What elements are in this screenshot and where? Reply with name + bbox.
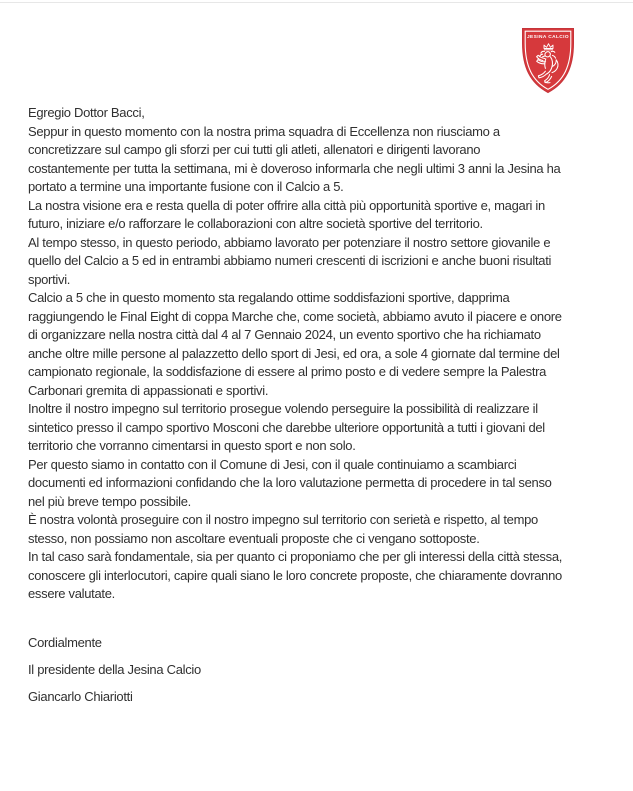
club-crest-svg [521, 27, 575, 94]
club-crest [521, 27, 575, 94]
letter-paragraph: Inoltre il nostro impegno sul territorio prosegue volendo perseguire la possibilità di realizzare il sintetico presso il campo sportivo Mosconi che darebbe ulteriore opportunità a tutti i giovani del territorio che vorranno cimentarsi in questo sport e non solo. [28, 401, 545, 453]
letter-paragraph: È nostra volontà proseguire con il nostro impegno sul territorio con serietà e rispetto, al tempo stesso, non possiamo non ascoltare eventuali proposte che ci vengano sottoposte. [28, 512, 538, 546]
signature-role: Il presidente della Jesina Calcio [28, 661, 201, 677]
letter-paragraph: Per questo siamo in contatto con il Comune di Jesi, con il quale continuiamo a scambiarci documenti ed informazioni confidando che la loro valutazione permetta di procedere in tal senso nel più breve tempo possibile. [28, 456, 552, 509]
letter-paragraph: Calcio a 5 che in questo momento sta regalando ottime soddisfazioni sportive, dapprima raggiungendo le Final Eight di coppa Marche che, come società, abbiamo avuto il piacere e onore di organizzare nella nostra città dal 4 al 7 Gennaio 2024, un evento sportivo che ha richiamato anche oltre mille persone al palazzetto dello sport di Jesi, ed ora, a sole 4 giornate dal termine del campionato regionale, la soddisfazione di essere al primo posto e di vedere sempre la Palestra Carbonari gremita di appassionati e sportivi. [28, 290, 562, 398]
crest-club-name: JESINA CALCIO [526, 35, 570, 40]
letter-paragraph: Seppur in questo momento con la nostra prima squadra di Eccellenza non riusciamo a concretizzare sul campo gli sforzi per cui tutti gli atleti, allenatori e dirigenti lavorano costantemente per tutta la settimana, mi è doveroso informarla che negli ultimi 3 anni la Jesina ha portato a termine una importante fusione con il Calcio a 5. [28, 123, 561, 194]
letter-paragraph: In tal caso sarà fondamentale, sia per quanto ci proponiamo che per gli interessi della città stessa, conoscere gli interlocutori, capire quali siano le loro concrete proposte, che chiaramente dovranno essere valutate. [28, 549, 563, 601]
closing-salutation: Cordialmente [28, 634, 102, 650]
letter-paragraph: Al tempo stesso, in questo periodo, abbiamo lavorato per potenziare il nostro settore giovanile e quello del Calcio a 5 ed in entrambi abbiamo numeri crescenti di iscrizioni e anche buoni risultati sportivi. [28, 234, 552, 287]
letter-paragraph: La nostra visione era e resta quella di poter offrire alla città più opportunità sportive e, magari in futuro, iniziare e/o rafforzare le collaborazioni con altre società sportive del territorio. [28, 197, 545, 231]
signature-name: Giancarlo Chiariotti [28, 688, 133, 704]
page-top-border [0, 2, 633, 3]
letter-greeting: Egregio Dottor Bacci, [28, 105, 145, 120]
letter-closing-block [28, 634, 618, 707]
letter-body [28, 104, 618, 715]
